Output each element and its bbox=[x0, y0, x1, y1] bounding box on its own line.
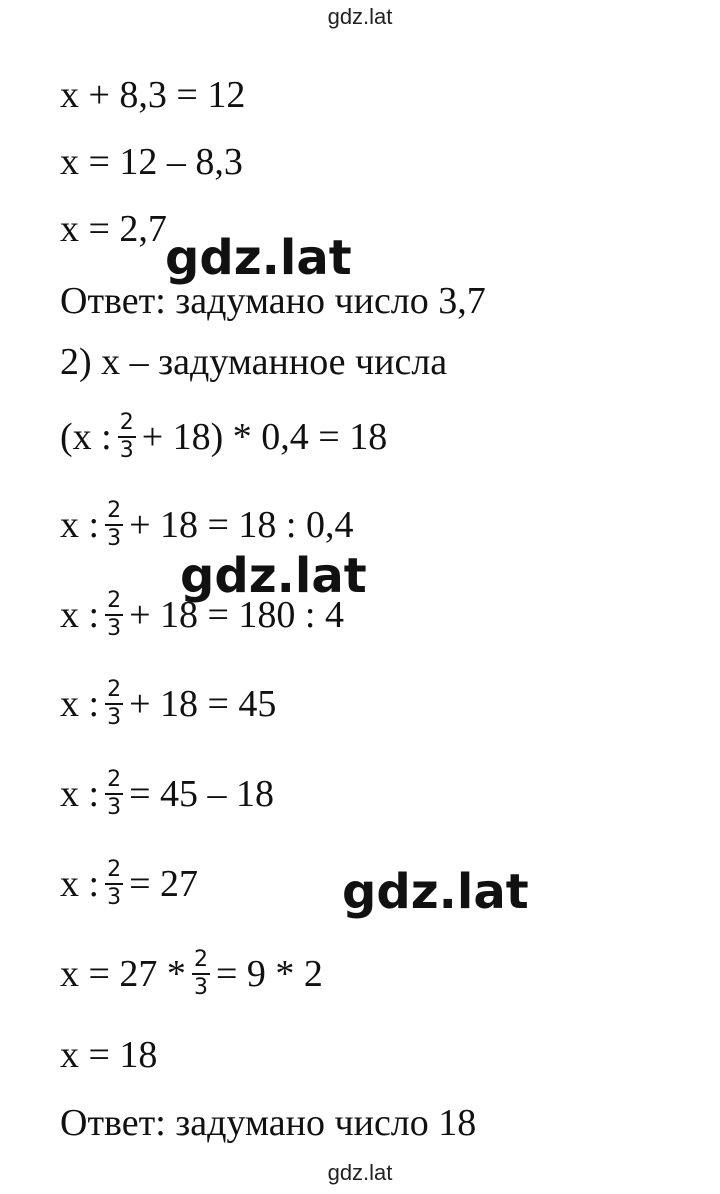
watermark-large: gdz.lat bbox=[342, 864, 529, 920]
answer-line-2: Ответ: задумано число 18 bbox=[60, 1102, 477, 1144]
fraction-two-thirds: $\frac{2}{3}$ bbox=[107, 677, 122, 730]
equation-line-8: x : $\frac{2}{3}$ + 18 = 180 : 4 bbox=[60, 588, 344, 641]
watermark-bottom: gdz.lat bbox=[327, 1160, 393, 1185]
equation-line-11: x : $\frac{2}{3}$ = 27 bbox=[60, 857, 198, 910]
equation-line-10: x : $\frac{2}{3}$ = 45 – 18 bbox=[60, 767, 274, 820]
equation-line-7: x : $\frac{2}{3}$ + 18 = 18 : 0,4 bbox=[60, 498, 354, 551]
equation-line-13: x = 18 bbox=[60, 1034, 158, 1076]
watermark-large: gdz.lat bbox=[165, 230, 352, 286]
equation-line-9: x : $\frac{2}{3}$ + 18 = 45 bbox=[60, 677, 277, 730]
watermark-top: gdz.lat bbox=[327, 4, 393, 29]
problem-2-statement: 2) x – задуманное числа bbox=[60, 341, 448, 383]
answer-line-1: Ответ: задумано число 3,7 bbox=[60, 280, 486, 322]
fraction-two-thirds: $\frac{2}{3}$ bbox=[193, 947, 208, 1000]
fraction-two-thirds: $\frac{2}{3}$ bbox=[119, 410, 134, 463]
fraction-two-thirds: $\frac{2}{3}$ bbox=[107, 498, 122, 551]
equation-line-1: x + 8,3 = 12 bbox=[60, 74, 246, 116]
fraction-two-thirds: $\frac{2}{3}$ bbox=[107, 857, 122, 910]
fraction-two-thirds: $\frac{2}{3}$ bbox=[107, 588, 122, 641]
equation-line-2: x = 12 – 8,3 bbox=[60, 141, 243, 183]
equation-line-6: (x : $\frac{2}{3}$ + 18) * 0,4 = 18 bbox=[60, 410, 388, 463]
fraction-two-thirds: $\frac{2}{3}$ bbox=[107, 767, 122, 820]
watermark-large: gdz.lat bbox=[180, 548, 367, 604]
equation-line-12: x = 27 * $\frac{2}{3}$ = 9 * 2 bbox=[60, 947, 323, 1000]
equation-line-3: x = 2,7 bbox=[60, 208, 167, 250]
